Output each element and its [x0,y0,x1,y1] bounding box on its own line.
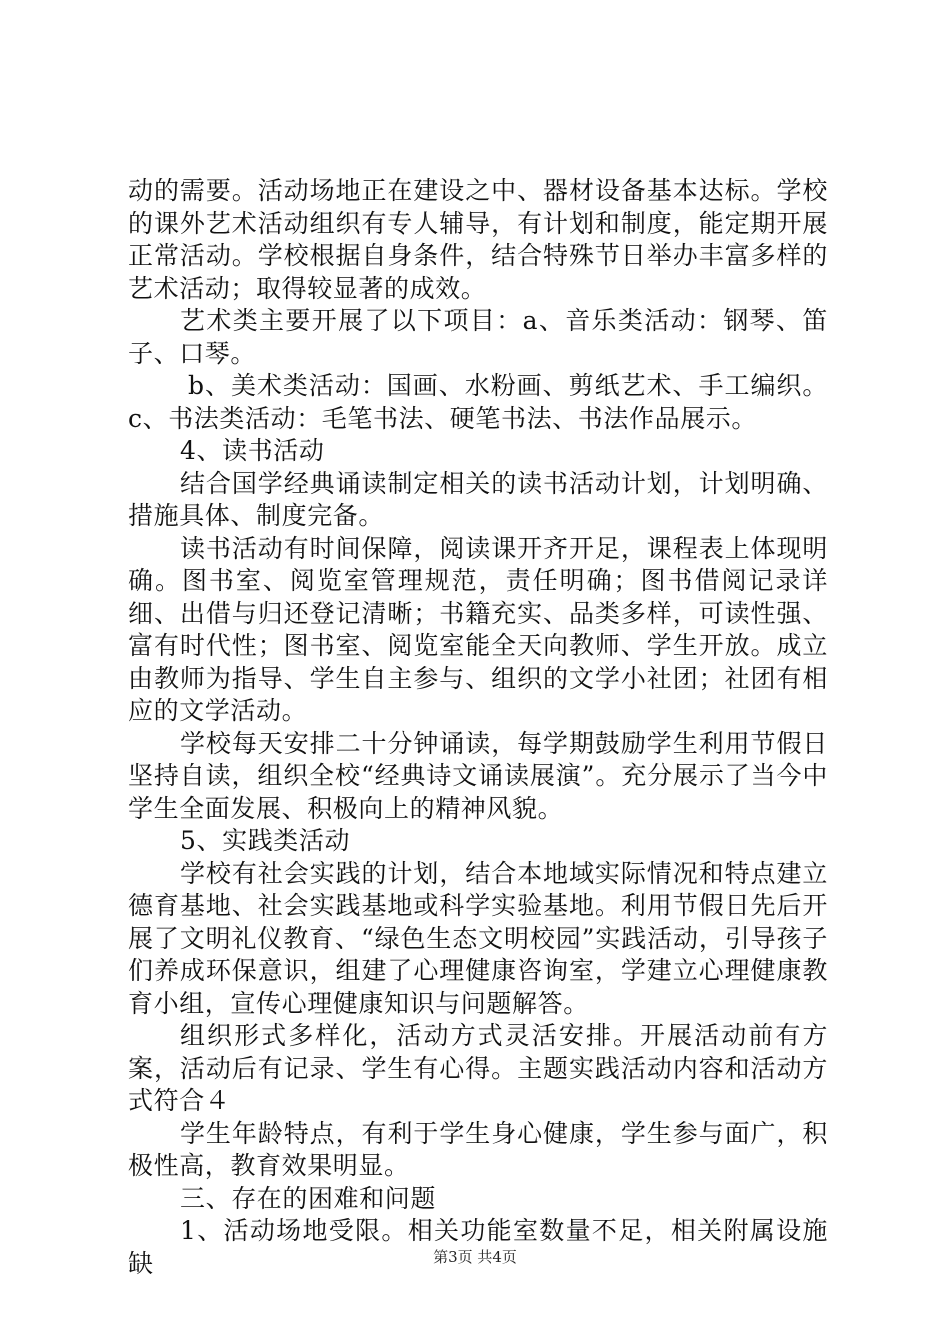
page-footer: 第3页 共4页 [433,1248,517,1266]
paragraph-daily-recitation: 学校每天安排二十分钟诵读，每学期鼓励学生利用节假日坚持自读，组织全校“经典诗文诵读展演”。充分展示了当今中学生全面发展、积极向上的精神风貌。 [128,728,828,823]
paragraph-reading-plan: 结合国学经典诵读制定相关的读书活动计划，计划明确、措施具体、制度完备。 [128,468,828,530]
paragraph-social-practice: 学校有社会实践的计划，结合本地域实际情况和特点建立德育基地、社会实践基地或科学实验基地。利用节假日先后开展了文明礼仪教育、“绿色生态文明校园”实践活动，引导孩子们养成环保意识，组建了心理健康咨询室，学建立心理健康教育小组，宣传心理健康知识与问题解答。 [128,858,828,1018]
paragraph-art-items: 艺术类主要开展了以下项目：a、音乐类活动：钢琴、笛子、口琴。 [128,306,828,368]
paragraph-venue-limits: 1、活动场地受限。相关功能室数量不足，相关附属设施缺 [128,1216,828,1278]
heading-reading-activities: 4、读书活动 [180,436,325,465]
paragraph-reading-time: 读书活动有时间保障，阅读课开齐开足，课程表上体现明确。图书室、阅览室管理规范，责任明确；图书借阅记录详细、出借与归还登记清晰；书籍充实、品类多样，可读性强、富有时代性；图书室、阅览室能全天向教师、学生开放。成立由教师为指导、学生自主参与、组织的文学小社团；社团有相应的文学活动。 [128,533,828,725]
paragraph-student-age: 学生年龄特点，有利于学生身心健康，学生参与面广，积极性高，教育效果明显。 [128,1118,828,1180]
heading-difficulties: 三、存在的困难和问题 [180,1183,437,1213]
paragraph-continuation: 动的需要。活动场地正在建设之中、器材设备基本达标。学校的课外艺术活动组织有专人辅导，有计划和制度，能定期开展正常活动。学校根据自身条件，结合特殊节日举办丰富多样的艺术活动；取得较显著的成效。 [128,176,828,303]
heading-practice-activities: 5、实践类活动 [180,826,351,855]
document-body [128,175,828,1280]
paragraph-art-fine-calligraphy: b、美术类活动：国画、水粉画、剪纸艺术、手工编织。c、书法类活动：毛笔书法、硬笔书法、书法作品展示。 [128,371,828,433]
paragraph-activity-forms: 组织形式多样化，活动方式灵活安排。开展活动前有方案，活动后有记录、学生有心得。主题实践活动内容和活动方式符合４ [128,1021,828,1115]
